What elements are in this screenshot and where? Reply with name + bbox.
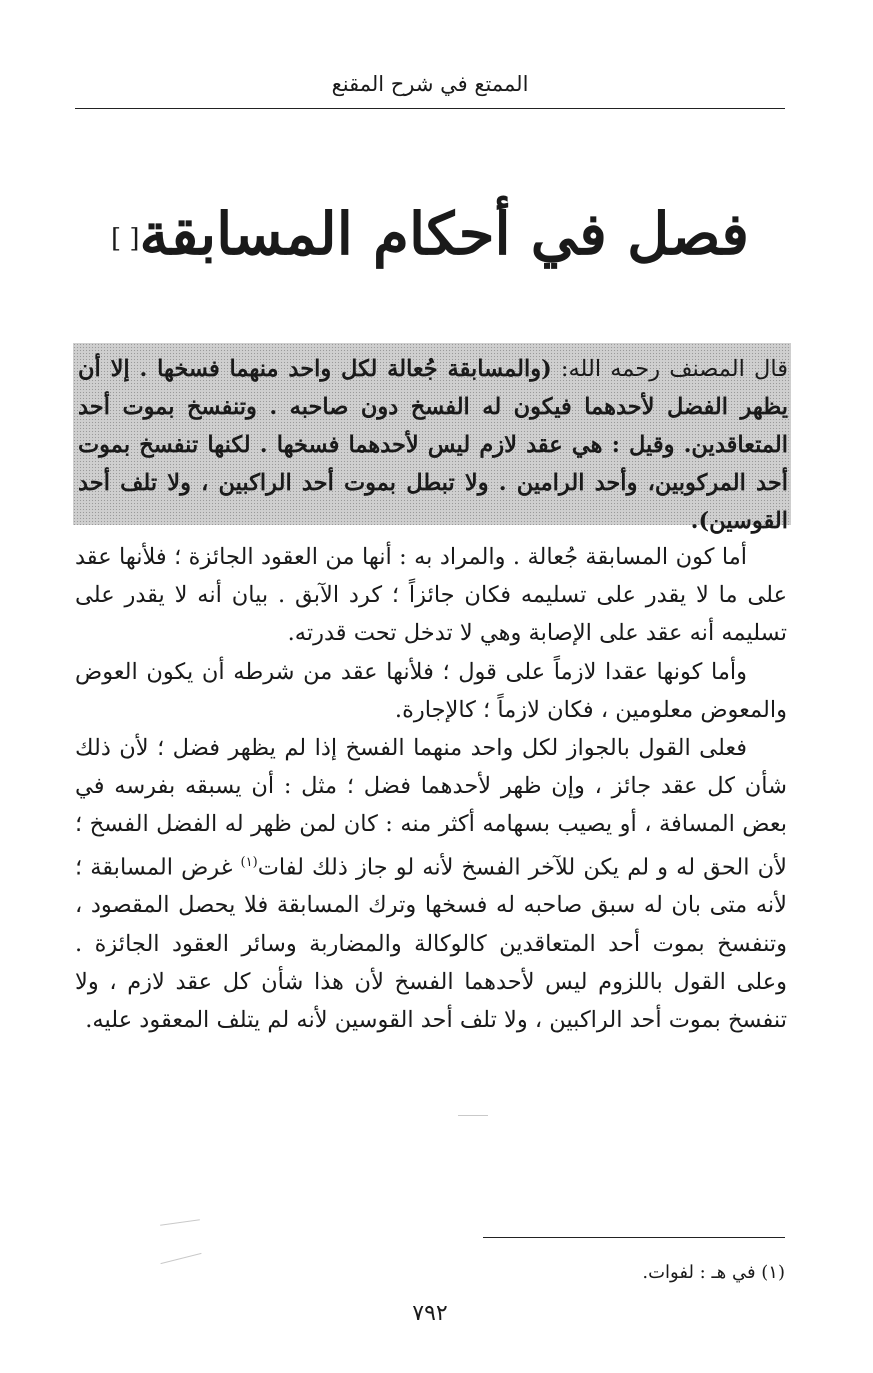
running-header: الممتع في شرح المقنع	[331, 72, 529, 96]
matn-lead: قال المصنف رحمه الله:	[551, 356, 789, 382]
paragraph: أما كون المسابقة جُعالة . والمراد به : أنها من العقود الجائزة ؛ فلأنها عقد على ما لا يقدر على تسليمه فكان جائزاً ؛ كرد الآبق . بيان أنه لا يقدر على تسليمه أنه عقد على الإصابة وهي لا تدخل تحت قدرته.	[75, 544, 787, 647]
chapter-title	[75, 200, 785, 268]
chapter-title-text: فصل في أحكام المسابقة	[139, 200, 750, 268]
scan-artifact	[458, 1115, 488, 1116]
paragraph: وأما كونها عقدا لازماً على قول ؛ فلأنها عقد من شرطه أن يكون العوض والمعوض معلومين ، فكان لازماً ؛ كالإجارة.	[75, 658, 787, 723]
matn-quote	[78, 350, 788, 540]
commentary-body	[75, 538, 787, 1039]
footnote-divider	[483, 1237, 785, 1238]
paragraph-text-after-note: غرض المسابقة ؛ لأنه متى بان له سبق صاحبه له فسخها وترك المسابقة فلا يحصل المقصود ، وتنفسخ بموت أحد المتعاقدين كالوكالة والمضاربة وسائر العقود الجائزة . وعلى القول باللزوم ليس لأحدهما الفسخ لأن هذا شأن كل عقد لازم ، ولا تنفسخ بموت أحد الراكبين ، ولا تلف أحد القوسين لأنه لم يتلف المعقود عليه.	[75, 854, 787, 1033]
header-divider	[75, 108, 785, 109]
chapter-title-bracket-note: [ ]	[110, 224, 140, 254]
paragraph-text-before-note: فعلى القول بالجواز لكل واحد منهما الفسخ إذا لم يظهر فضل ؛ لأن ذلك شأن كل عقد جائز ، وإن ظهر لأحدهما فضل ؛ مثل : أن يسبقه بفرسه في بعض المسافة ، أو يصيب بسهامه أكثر منه : كان لمن ظهر له الفضل الفسخ ؛ لأن الحق له و لم يكن للآخر الفسخ لأنه لو جاز ذلك لفات	[75, 735, 787, 881]
scan-artifact	[160, 1219, 200, 1226]
page-number: ٧٩٢	[412, 1301, 448, 1326]
footnote-marker[interactable]: (١)	[240, 854, 258, 870]
paragraph	[75, 729, 787, 1039]
matn-text: (والمسابقة جُعالة لكل واحد منهما فسخها . إلا أن يظهر الفضل لأحدهما فيكون له الفسخ دون صاحبه . وتنفسخ بموت أحد المتعاقدين. وقيل : هي عقد لازم ليس لأحدهما فسخها . لكنها تنفسخ بموت أحد المركوبين، وأحد الرامين . ولا تبطل بموت أحد الراكبين ، ولا تلف أحد القوسين).	[78, 356, 788, 534]
footnote: (١) في هـ : لفوات.	[642, 1262, 785, 1283]
